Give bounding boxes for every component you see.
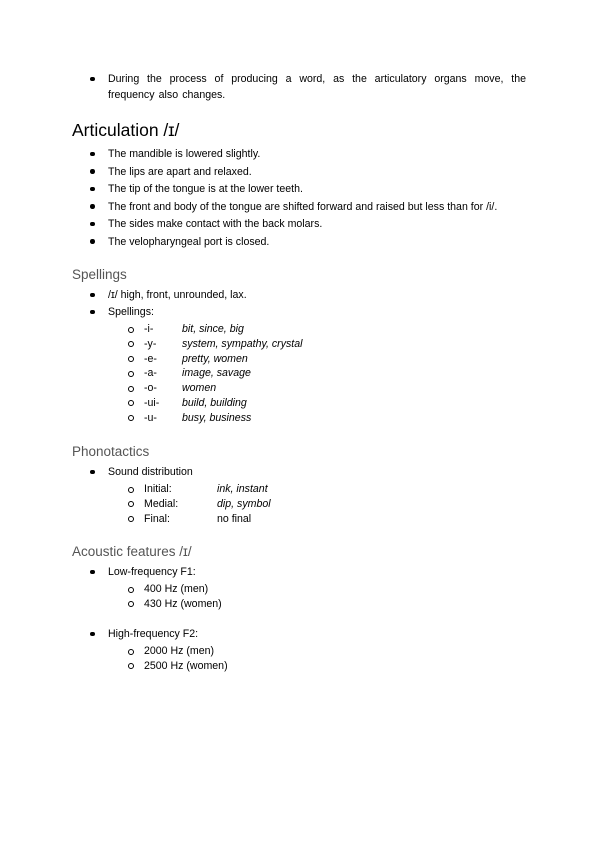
distribution-examples: dip, symbol: [217, 497, 271, 510]
spelling-row: [0, 322, 600, 337]
distribution-row: [0, 497, 600, 512]
distribution-row: [0, 512, 600, 527]
phonotactics-heading: Phonotactics: [72, 444, 150, 459]
spelling-pattern: -e-: [144, 352, 157, 365]
intro-section: [0, 71, 600, 103]
spelling-pattern: -ui-: [144, 396, 160, 409]
spelling-row: [0, 411, 600, 426]
f1-values: [0, 582, 600, 612]
f1-value: 430 Hz (women): [0, 597, 600, 612]
phonotactics-section: [0, 443, 600, 461]
f1-label: Low-frequency F1:: [0, 564, 600, 581]
spelling-pattern: -u-: [144, 411, 157, 424]
articulation-heading: Articulation /ɪ/: [72, 120, 180, 140]
spelling-row: [0, 396, 600, 411]
articulation-item: The mandible is lowered slightly.: [0, 146, 600, 164]
articulation-item: The lips are apart and relaxed.: [0, 164, 600, 182]
spelling-row: [0, 366, 600, 381]
f2-values: [0, 644, 600, 674]
articulation-list: [0, 146, 600, 252]
spellings-sublist: [0, 322, 600, 426]
acoustic-section: [0, 543, 600, 561]
distribution-position: Medial:: [144, 497, 179, 510]
phonotactics-sublist: [0, 482, 600, 526]
acoustic-f1: [0, 564, 600, 612]
articulation-item: The front and body of the tongue are shifted forward and raised but less than for /i/.: [0, 199, 600, 217]
spelling-examples: busy, business: [182, 411, 252, 424]
spellings-heading: Spellings: [72, 267, 127, 282]
spelling-examples: system, sympathy, crystal: [182, 337, 303, 350]
f2-label: High-frequency F2:: [0, 626, 600, 643]
spellings-section: [0, 266, 600, 284]
articulation-item: The sides make contact with the back molars.: [0, 216, 600, 234]
phonotactics-item: Sound distribution: [0, 464, 600, 481]
f1-value: 400 Hz (men): [0, 582, 600, 597]
spelling-examples: build, building: [182, 396, 247, 409]
intro-bullet: During the process of producing a word, as the articulatory organs move, the frequency also changes.: [0, 71, 600, 103]
f2-value: 2500 Hz (women): [0, 659, 600, 674]
distribution-position: Final:: [144, 512, 170, 525]
articulation-item: The velopharyngeal port is closed.: [0, 234, 600, 252]
articulation-section: [0, 119, 600, 141]
distribution-position: Initial:: [144, 483, 172, 495]
distribution-examples: ink, instant: [217, 483, 268, 495]
spelling-pattern: -i-: [144, 323, 154, 335]
acoustic-heading: Acoustic features /ɪ/: [72, 544, 192, 559]
spellings-item: /ɪ/ high, front, unrounded, lax.: [0, 287, 600, 304]
distribution-row: [0, 482, 600, 497]
spelling-row: [0, 337, 600, 352]
spelling-pattern: -a-: [144, 367, 157, 380]
spelling-pattern: -y-: [144, 337, 157, 350]
articulation-item: The tip of the tongue is at the lower teeth.: [0, 181, 600, 199]
spelling-examples: image, savage: [182, 367, 251, 380]
phonotactics-list: [0, 464, 600, 526]
spelling-examples: women: [182, 382, 217, 395]
spelling-pattern: -o-: [144, 382, 157, 395]
spelling-examples: bit, since, big: [182, 323, 244, 335]
f2-value: 2000 Hz (men): [0, 644, 600, 659]
spelling-row: [0, 352, 600, 367]
spelling-examples: pretty, women: [182, 352, 248, 365]
spellings-item: Spellings:: [0, 304, 600, 321]
acoustic-f2: [0, 626, 600, 674]
spellings-list: [0, 287, 600, 426]
spelling-row: [0, 381, 600, 396]
distribution-examples: no final: [217, 512, 252, 525]
